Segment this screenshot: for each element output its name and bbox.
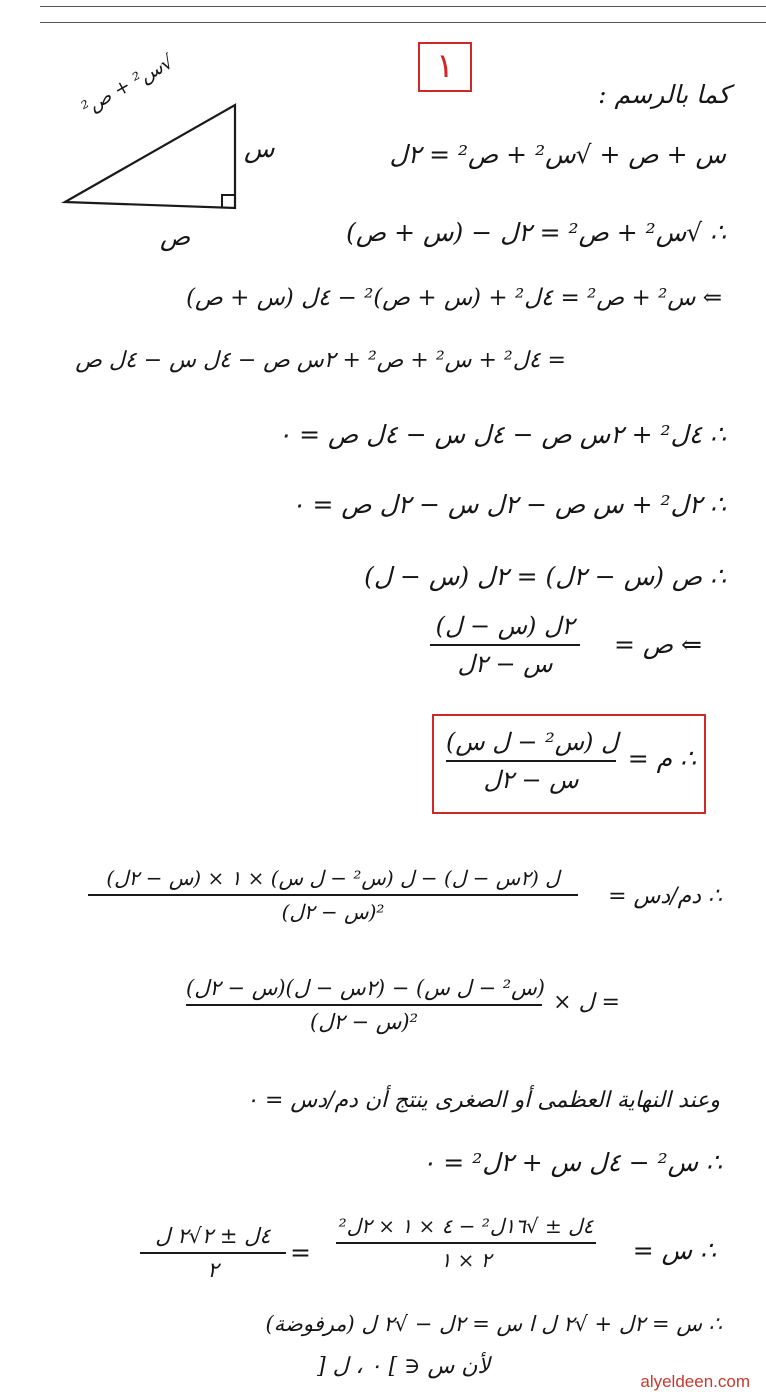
solution-fraction-2 — [140, 1224, 286, 1282]
solution-fraction-bar-2 — [140, 1252, 286, 1254]
equation-line-3: ⇐ س² + ص² = ٤ل² + (س + ص)² − ٤ل (س + ص) — [186, 285, 722, 311]
simplification-fraction-bar — [186, 1004, 542, 1006]
equation-line-1: س + ص + √س² + ص² = ٢ل — [389, 140, 726, 169]
solution-numerator-2: ٤ل ± ٢√٢ ل — [155, 1224, 271, 1248]
side-label: س — [244, 134, 275, 163]
equation-line-7: ∴ ص (س − ٢ل) = ٢ل (س − ل) — [364, 562, 726, 591]
derivative-fraction-bar — [88, 894, 578, 896]
intro-line: كما بالرسم : — [598, 80, 730, 109]
hypotenuse-label: √س² + ص² — [78, 50, 178, 120]
solution-denominator-2: ٢ — [207, 1258, 219, 1282]
equation-line-5: ∴ ٤ل² + ٢س ص − ٤ل س − ٤ل ص = ٠ — [277, 420, 726, 449]
solution-denominator-1: ٢ × ١ — [440, 1248, 492, 1272]
right-angle-mark — [222, 195, 235, 208]
equation-line-4: = ٤ل² + س² + ص² + ٢س ص − ٤ل س − ٤ل ص — [75, 348, 566, 373]
equation-line-8-lhs: ⇐ ص = — [613, 630, 702, 659]
solution-fraction-1 — [336, 1214, 596, 1272]
equation-line-8-fraction — [430, 612, 580, 678]
top-rule — [40, 6, 766, 7]
website-watermark: alyeldeen.com — [640, 1372, 750, 1391]
boxed-result-lhs: ∴ م = — [627, 744, 696, 773]
roots-line: ∴ س = ٢ل + √٢ ل ا س = ٢ل − √٢ ل (مرفوضة) — [265, 1312, 722, 1336]
fraction-denominator: س − ٢ل — [457, 650, 553, 678]
boxed-numerator: ل (س² − ل س) — [446, 728, 619, 756]
top-rule-2 — [40, 22, 766, 23]
quadratic-equation-line: ∴ س² − ٤ل س + ٢ل² = ٠ — [421, 1148, 722, 1177]
simplification-denominator: (س − ٢ل)² — [310, 1010, 418, 1034]
domain-condition-line: لأن س ∈ ] ٠ ، ل [ — [317, 1354, 490, 1379]
simplification-numerator: (س − ٢ل)(٢س − ل) − (س² − ل س) — [186, 976, 545, 1000]
solution-equals: = — [290, 1238, 311, 1267]
solution-fraction-bar-1 — [336, 1242, 596, 1244]
boxed-denominator: س − ٢ل — [483, 766, 579, 794]
derivative-numerator: (س − ٢ل) × ل (٢س − ل) − ل (س² − ل س) × ١ — [106, 866, 560, 890]
triangle-shape — [65, 105, 235, 208]
equation-line-6: ∴ ٢ل² + س ص − ٢ل س − ٢ل ص = ٠ — [291, 490, 726, 519]
derivative-fraction — [88, 866, 578, 924]
fraction-bar — [430, 644, 580, 646]
derivative-lhs: ∴ دم/دس = — [608, 884, 722, 909]
solution-numerator-1: ٤ل ± √١٦ل² − ٤ × ١ × ٢ل² — [338, 1214, 594, 1238]
boxed-result-fraction — [446, 728, 619, 794]
extrema-condition-line: وعند النهاية العظمى أو الصغرى ينتج أن دم/دس = ٠ — [246, 1088, 720, 1113]
equation-line-2: ∴ √س² + ص² = ٢ل − (س + ص) — [346, 218, 726, 247]
fraction-numerator: ٢ل (س − ل) — [435, 612, 575, 640]
base-label: ص — [160, 222, 191, 251]
simplification-lhs: = ل × — [553, 990, 620, 1015]
boxed-fraction-bar — [446, 760, 616, 762]
solution-lhs: ∴ س = — [632, 1236, 716, 1265]
simplification-fraction — [186, 976, 545, 1034]
page-number: ١ — [418, 42, 472, 92]
derivative-denominator: (س − ٢ل)² — [281, 900, 385, 924]
